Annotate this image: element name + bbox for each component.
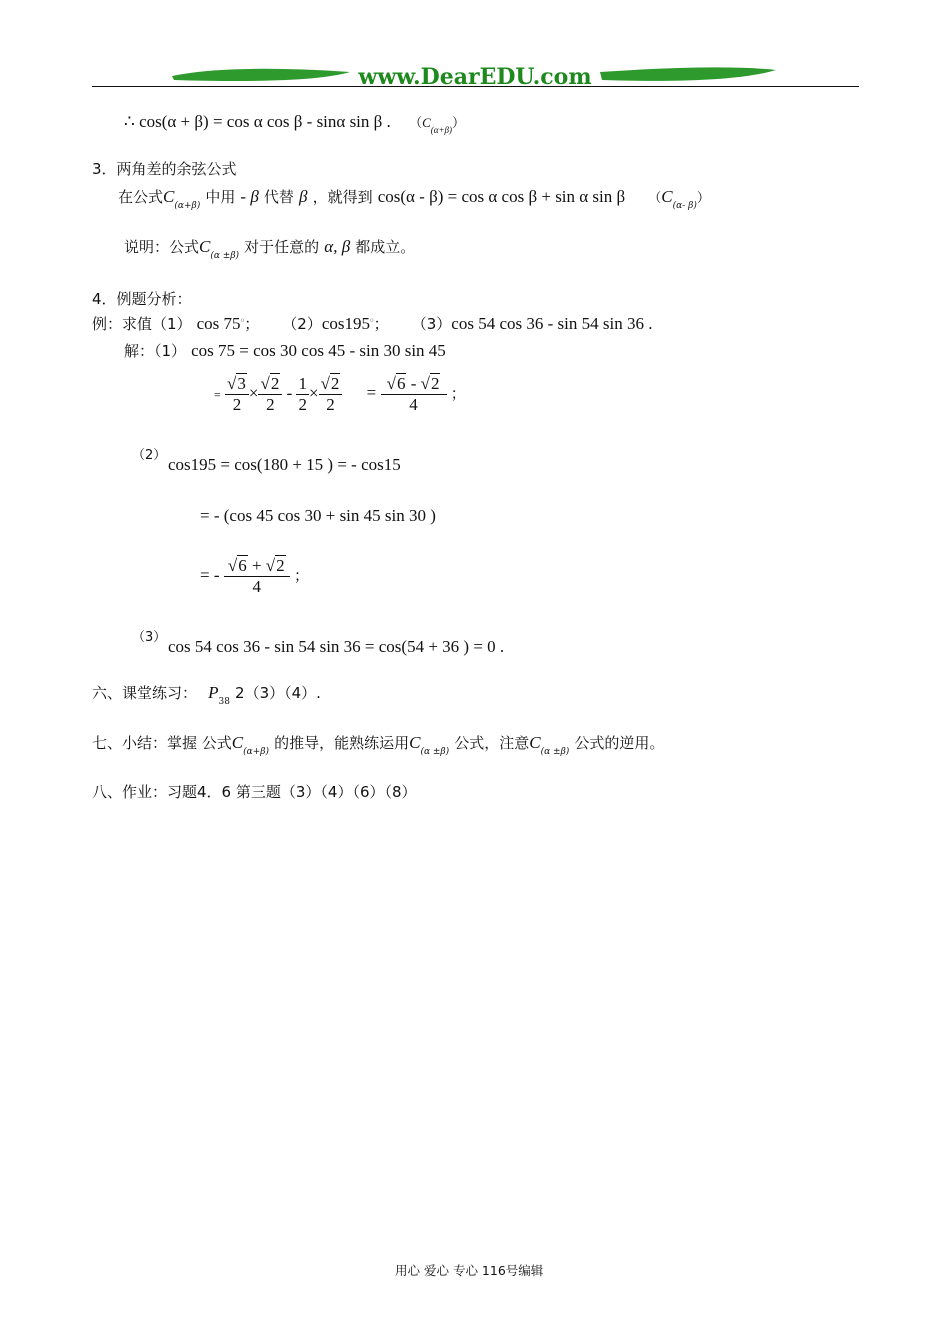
section-6: 六、课堂练习： $P_{38}$ 2（3）（4）. xyxy=(92,683,321,707)
part-3-label: （3） xyxy=(132,630,167,645)
section-3-statement: 在公式$C_{(\alpha+\beta)}$ 中用 - β 代替 β ，就得到 cos(α - β) = cos α cos β + sin α sin β $(C_{(\alpha- \beta)})$ xyxy=(118,187,710,211)
logo-text: www.DearEDU.com xyxy=(358,64,592,90)
solution-3-line1: cos 54 cos 36 - sin 54 sin 36 = cos(54 + 36 ) = 0 . xyxy=(168,637,505,656)
solution-1-fractions: = $\frac{√3}{2}$ × $\frac{√2}{2}$ - $\frac{1}{2}$ × $\frac{√2}{2}$ = $\frac{√6 - √2}{4}$ ； xyxy=(214,374,466,414)
dearedu-logo xyxy=(170,62,780,92)
page-footer: 用心 爱心 专心 116号编辑 xyxy=(395,1263,544,1278)
section-4-title: 4．例题分析： xyxy=(92,290,192,308)
solution-2-line2: = - (cos 45 cos 30 + sin 45 sin 30 ) xyxy=(200,506,436,525)
section-3-title: 3．两角差的余弦公式 xyxy=(92,160,237,178)
difference-formula: cos(α - β) = cos α cos β + sin α sin β xyxy=(377,187,626,206)
solution-1-line1: 解：（1） cos 75 = cos 30 cos 45 - sin 30 sin 45 xyxy=(124,341,446,360)
part-2-label: （2） xyxy=(132,448,167,463)
section-8: 八、作业：习题4．6 第三题（3）（4）（6）（8） xyxy=(92,783,417,801)
solution-2-line1: cos195 = cos(180 + 15 ) = - cos15 xyxy=(168,455,401,474)
section-7: 七、小结：掌握 公式$C_{(\alpha+\beta)}$ 的推导，能熟练运用$C_{(\alpha \pm\beta)}$ 公式，注意$C_{(\alpha \pm\beta)}$ 公式的逆用。 xyxy=(92,733,665,757)
note-line: 说明：公式$C_{(\alpha \pm\beta)}$ 对于任意的 α, β 都成立。 xyxy=(124,237,416,261)
example-line: 例：求值（1） cos 75$^o$； （2）cos195$^o$； （3）cos 54 cos 36 - sin 54 sin 36 . xyxy=(92,314,653,333)
therefore-formula: ∴ cos(α + β) = cos α cos β - sinα sin β . $(C_{(\alpha+\beta)})$ xyxy=(124,112,466,135)
solution-2-line3: = - $\frac{√6 + √2}{4}$ ； xyxy=(200,556,310,596)
